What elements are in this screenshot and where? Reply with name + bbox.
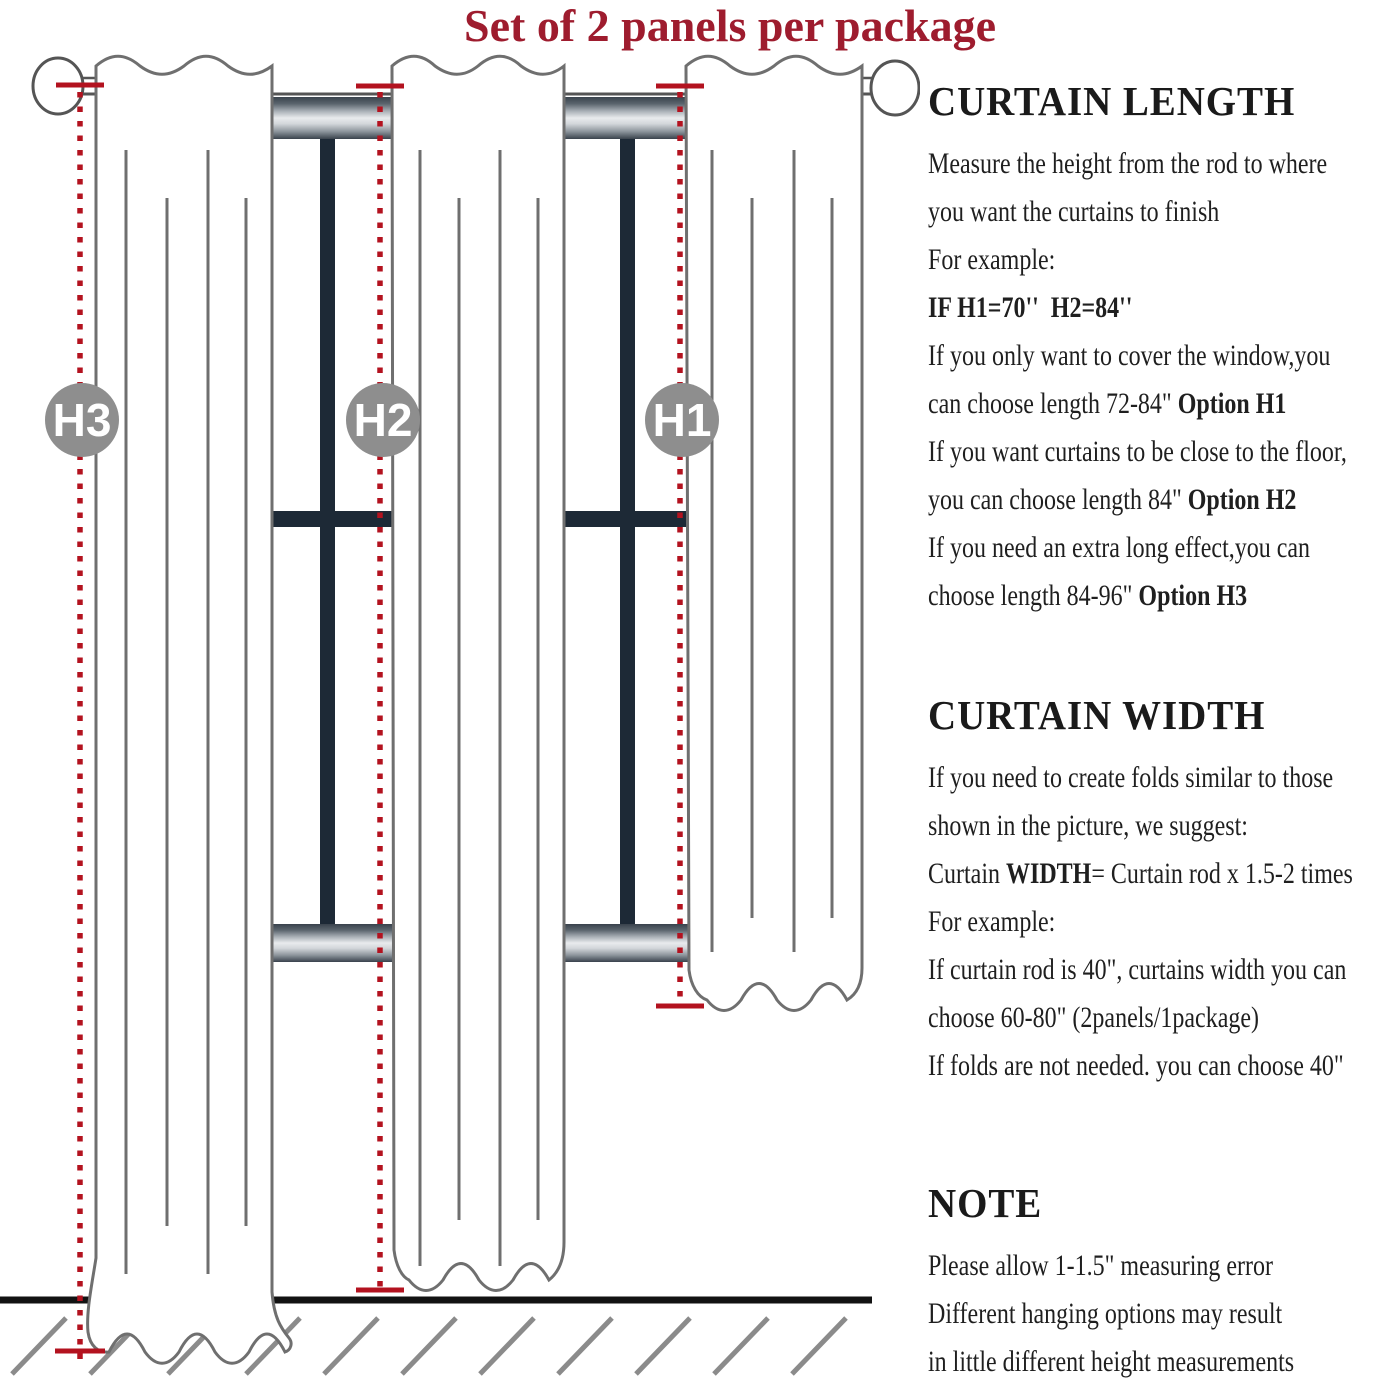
badge-h3-label: H3 [52, 394, 112, 446]
window-mullion-left [320, 139, 335, 924]
badge-h2 [346, 383, 420, 457]
badge-h1-label: H1 [652, 394, 712, 446]
text-line: If curtain rod is 40", curtains width you can [928, 953, 1347, 986]
section-note [928, 1178, 1399, 1386]
text-line: Different hanging options may result [928, 1297, 1283, 1330]
section-curtain-length [928, 76, 1399, 620]
badge-h3 [45, 383, 119, 457]
curtain-panel-h3 [88, 56, 291, 1363]
badge-h1 [645, 383, 719, 457]
text-line: If you want curtains to be close to the floor, [928, 435, 1347, 468]
section-body [928, 1242, 1399, 1386]
section-curtain-width [928, 690, 1399, 1090]
text-line: Curtain WIDTH= Curtain rod x 1.5-2 times [928, 857, 1353, 890]
curtain-panel-h1 [686, 56, 862, 1010]
text-line: If you need to create folds similar to those [928, 761, 1334, 794]
text-line: can choose length 72-84" Option H1 [928, 387, 1287, 420]
page-title: Set of 2 panels per package [464, 0, 996, 51]
section-heading: CURTAIN WIDTH [928, 692, 1266, 738]
text-line: you can choose length 84" Option H2 [928, 483, 1297, 516]
text-line: If folds are not needed. you can choose 40" [928, 1049, 1344, 1082]
text-line: Please allow 1-1.5" measuring error [928, 1249, 1274, 1282]
rod-finial-right-icon [871, 61, 919, 115]
badge-h2-label: H2 [353, 394, 413, 446]
text-line: choose 60-80" (2panels/1package) [928, 1001, 1260, 1034]
section-body [928, 754, 1399, 1090]
text-line: If you need an extra long effect,you can [928, 531, 1311, 564]
text-line: Measure the height from the rod to where [928, 147, 1328, 180]
window-mullion-right [620, 139, 635, 924]
text-line: choose length 84-96" Option H3 [928, 579, 1248, 612]
text-line: shown in the picture, we suggest: [928, 809, 1248, 842]
text-line: you want the curtains to finish [928, 195, 1220, 228]
text-line: For example: [928, 905, 1056, 938]
text-line: If you only want to cover the window,you [928, 339, 1331, 372]
text-line: in little different height measurements [928, 1345, 1295, 1378]
section-heading: NOTE [928, 1180, 1043, 1226]
section-body [928, 140, 1399, 620]
text-line: IF H1=70'' H2=84'' [928, 291, 1133, 324]
curtain-panel-h2 [392, 56, 564, 1290]
text-line: For example: [928, 243, 1056, 276]
section-heading: CURTAIN LENGTH [928, 78, 1296, 124]
